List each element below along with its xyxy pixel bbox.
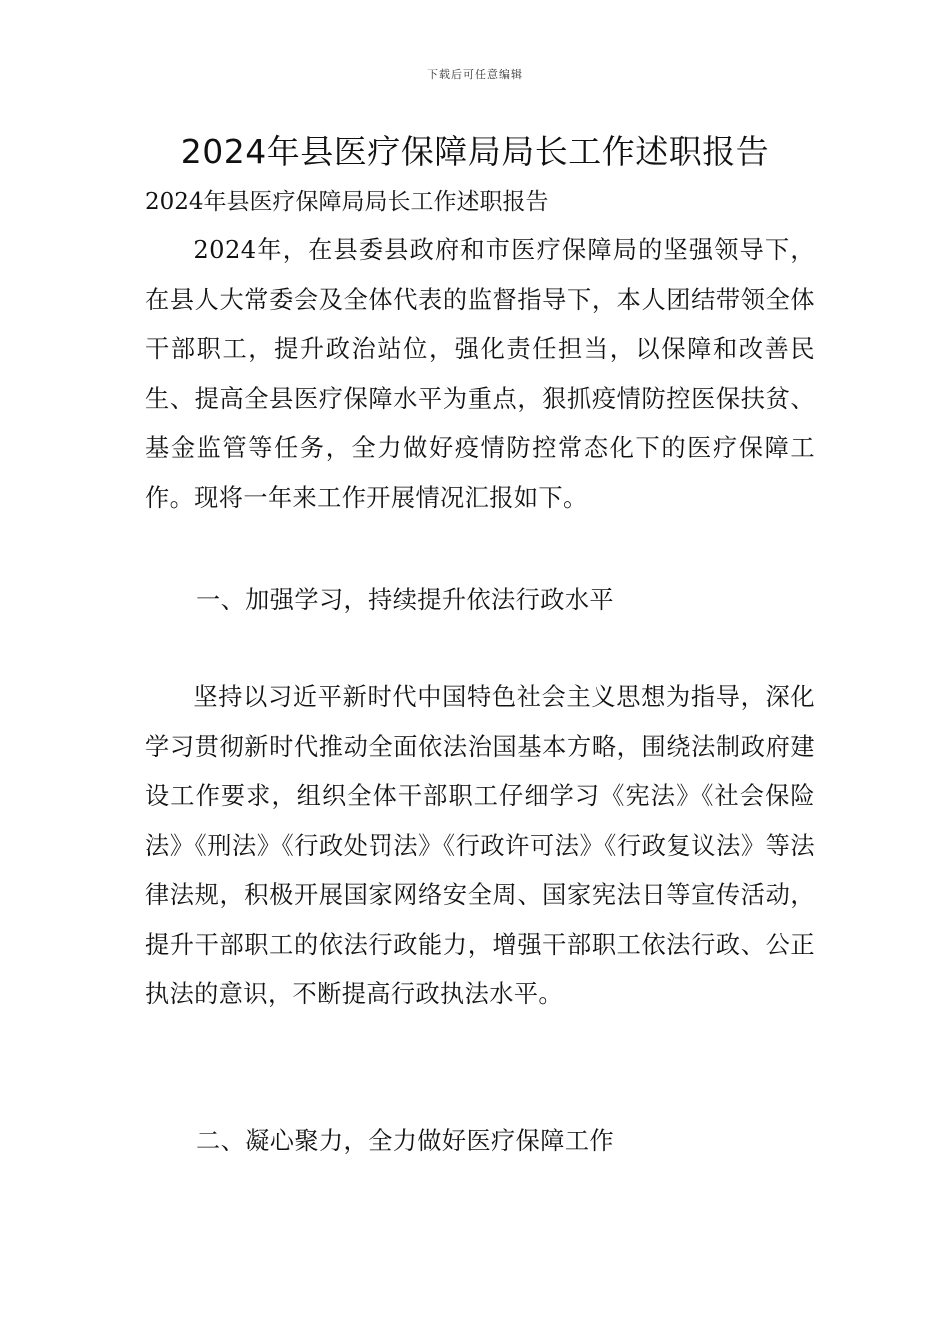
section-heading-1: 一、加强学习，持续提升依法行政水平 bbox=[196, 586, 614, 614]
intro-paragraph: 2024年，在县委县政府和市医疗保障局的坚强领导下，在县人大常委会及全体代表的监督指导下，本人团结带领全体干部职工，提升政治站位，强化责任担当，以保障和改善民生、提高全县医疗保障水平为重点，狠抓疫情防控医保扶贫、基金监管等任务，全力做好疫情防控常态化下的医疗保障工作。现将一年来工作开展情况汇报如下。 bbox=[145, 236, 815, 512]
document-subtitle: 2024年县医疗保障局局长工作述职报告 bbox=[145, 189, 549, 215]
document-title: 2024年县医疗保障局局长工作述职报告 bbox=[180, 132, 770, 171]
section-1-paragraph: 坚持以习近平新时代中国特色社会主义思想为指导，深化学习贯彻新时代推动全面依法治国基本方略，围绕法制政府建设工作要求，组织全体干部职工仔细学习《宪法》《社会保险法》《刑法》《行政处罚法》《行政许可法》《行政复议法》等法律法规，积极开展国家网络安全周、国家宪法日等宣传活动，提升干部职工的依法行政能力，增强干部职工依法行政、公正执法的意识，不断提高行政执法水平。 bbox=[145, 683, 815, 1008]
header-note: 下载后可任意编辑 bbox=[427, 68, 523, 81]
section-heading-2: 二、凝心聚力，全力做好医疗保障工作 bbox=[196, 1127, 614, 1155]
